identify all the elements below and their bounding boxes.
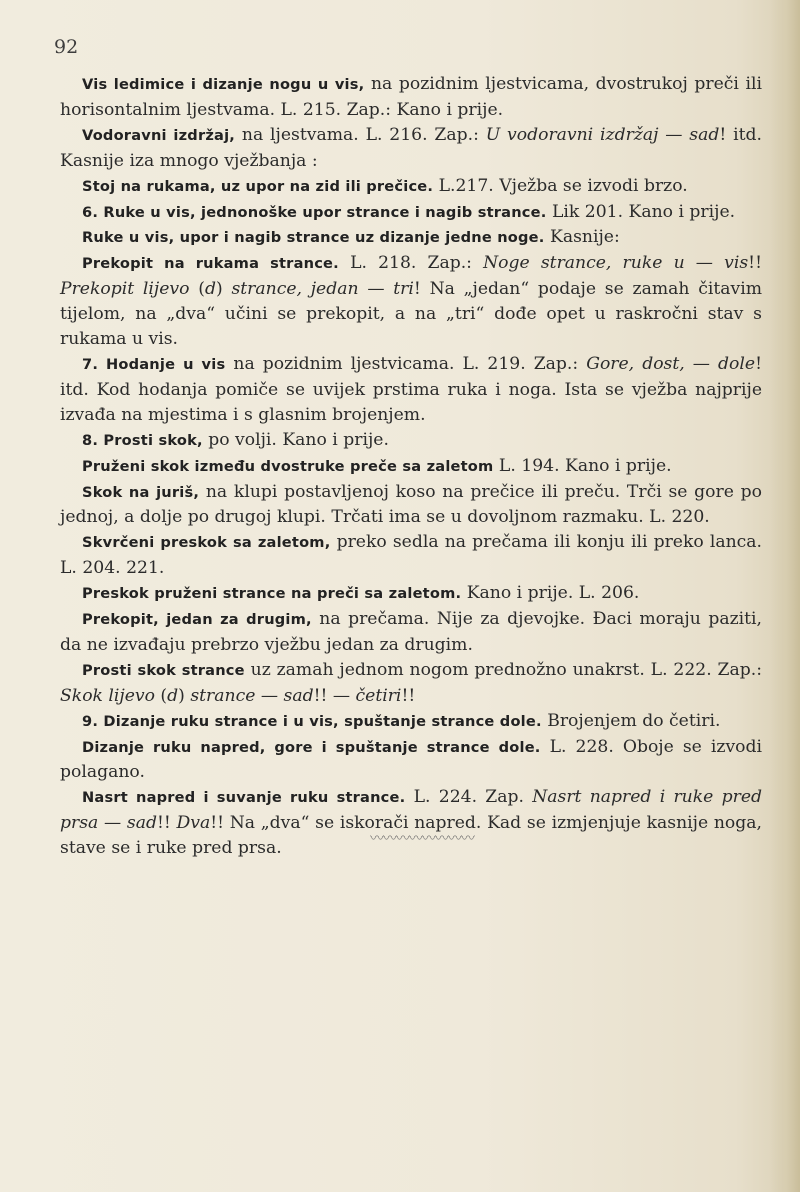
- exercise-heading: Stoj na rukama, uz upor na zid ili prečice.: [82, 177, 434, 195]
- exercise-heading: Vis ledimice i dizanje nogu u vis,: [82, 76, 365, 93]
- paragraph-prekopit-jedan-za-drugim: [60, 607, 762, 658]
- paragraph-text: na pozidnim ljestvicama. L. 219. Zap.:: [225, 353, 587, 374]
- paragraph-text: na klupi postavljenoj koso na prečice ili preču. Trči se gore po jednoj, a dolje po drugoj klupi. Trčati ima se u dovoljnom razmaku. L. 220.: [60, 481, 762, 528]
- paragraph-text: !!: [748, 253, 762, 274]
- paragraph-nasrt-napred: [60, 785, 762, 861]
- paragraph-text: (: [154, 685, 168, 706]
- command-text: Gore, dost, — dole: [586, 353, 756, 374]
- paragraph-text: L. 218. Zap.:: [338, 253, 484, 274]
- command-text: d: [204, 279, 216, 300]
- page-number: 92: [54, 36, 79, 58]
- paragraph-text: Kasnije:: [544, 227, 620, 248]
- paragraph-6-ruke-u-vis: [60, 200, 762, 226]
- exercise-heading: Dizanje ruku napred, gore i spuštanje strance dole.: [82, 738, 541, 756]
- exercise-heading: 8. Prosti skok,: [82, 431, 203, 449]
- command-text: d: [167, 685, 179, 706]
- paragraph-prekopit-na-rukama: [60, 251, 762, 352]
- paragraph-text: L. 194. Kano i prije.: [493, 455, 672, 476]
- paragraph-text: ! itd. Kasnije iza mnogo vježbanja :: [60, 124, 762, 171]
- paragraph-text: uz zamah jednom nogom prednožno unakrst. L. 222. Zap.:: [244, 659, 762, 680]
- page-edge-shadow: [770, 0, 800, 1192]
- command-text: četiri: [355, 685, 402, 706]
- exercise-heading: 7. Hodanje u vis: [82, 355, 226, 373]
- paragraph-vis-ledimice: [60, 72, 762, 123]
- paragraph-text: !! —: [313, 685, 356, 706]
- paragraph-preskok-pruzeni: [60, 581, 762, 607]
- exercise-heading: Prekopit, jedan za drugim,: [82, 611, 312, 629]
- paragraph-text: !!: [156, 813, 177, 834]
- exercise-heading: Preskok pruženi strance na preči sa zaletom.: [82, 585, 462, 603]
- command-text: strance — sad: [190, 685, 314, 706]
- paragraph-text: na prečama. Nije za djevojke. Đaci moraju paziti, da ne izvađaju prebrzo vježbu jedan za drugim.: [60, 609, 762, 655]
- paragraph-prosti-skok-strance: [60, 658, 762, 709]
- paragraph-text: na pozidnim ljestvicama, dvostrukoj preči ili horisontalnim ljestvama. L. 215. Zap.: Kano i prije.: [60, 74, 762, 120]
- paragraph-9-dizanje-ruku: [60, 709, 762, 735]
- paragraph-dizanje-ruku-napred: [60, 735, 762, 786]
- paragraph-text: ): [178, 685, 191, 706]
- paragraph-dizanje-jedne-noge: [60, 225, 762, 251]
- exercise-heading: Nasrt napred i suvanje ruku strance.: [82, 789, 406, 807]
- paragraph-skok-na-juris: [60, 480, 762, 531]
- paragraph-vodoravni-izdrzaj: [60, 123, 762, 174]
- paragraph-text: Lik 201. Kano i prije.: [546, 201, 736, 222]
- exercise-heading: 6. Ruke u vis, jednonoške upor strance i nagib strance.: [82, 203, 547, 221]
- paragraph-text: !!: [401, 685, 416, 706]
- command-text: Skok lijevo: [60, 685, 155, 706]
- exercise-heading: Prosti skok strance: [82, 661, 245, 679]
- paragraph-pruzeni-skok: [60, 454, 762, 480]
- end-ornament: 〰〰〰〰〰〰〰〰: [370, 831, 474, 847]
- paragraph-text: preko sedla na prečama ili konju ili preko lanca. L. 204. 221.: [60, 532, 763, 579]
- command-text: Prekopit lijevo: [60, 279, 190, 300]
- paragraph-text: L.217. Vježba se izvodi brzo.: [433, 175, 688, 196]
- command-text: Nasrt napred i ruke pred prsa — sad: [60, 787, 762, 834]
- paragraph-text: L. 228. Oboje se izvodi polagano.: [60, 736, 762, 783]
- paragraph-text: ! Na „jedan“ podaje se zamah čitavim tijelom, na „dva“ učini se prekopit, a na „tri“ dođe opet u raskročni stav s rukama u vis.: [60, 279, 763, 350]
- exercise-heading: Pruženi skok između dvostruke preče sa zaletom: [82, 457, 494, 475]
- paragraph-stoj-na-rukama: [60, 174, 762, 200]
- command-text: Dva: [176, 813, 211, 834]
- body-text: [60, 72, 762, 861]
- exercise-heading: Prekopit na rukama strance.: [82, 255, 339, 273]
- paragraph-text: po volji. Kano i prije.: [202, 429, 389, 450]
- exercise-heading: Skok na juriš,: [82, 483, 200, 501]
- paragraph-text: na ljestvama. L. 216. Zap.:: [235, 124, 486, 145]
- paragraph-text: ): [215, 279, 232, 300]
- paragraph-7-hodanje: [60, 352, 762, 428]
- paragraph-text: (: [189, 279, 205, 300]
- exercise-heading: Skvrčeni preskok sa zaletom,: [82, 534, 331, 552]
- paragraph-text: ! itd. Kod hodanja pomiče se uvijek prstima ruka i noga. Ista se vježba najprije izvađa na mjestima i s glasnim brojenjem.: [60, 353, 762, 425]
- command-text: U vodoravni izdržaj — sad: [485, 124, 720, 145]
- command-text: strance, jedan — tri: [231, 279, 414, 300]
- exercise-heading: Vodoravni izdržaj,: [82, 126, 236, 144]
- paragraph-skvrceni-preskok: [60, 530, 762, 581]
- paragraph-text: !! Na „dva“ se iskorači napred. Kad se izmjenjuje kasnije noga, stave se i ruke pred prsa.: [60, 813, 762, 859]
- paragraph-text: Kano i prije. L. 206.: [461, 583, 640, 604]
- command-text: Noge strance, ruke u — vis: [483, 253, 749, 274]
- exercise-heading: 9. Dizanje ruku strance i u vis, spuštanje strance dole.: [82, 712, 542, 730]
- exercise-heading: Ruke u vis, upor i nagib strance uz dizanje jedne noge.: [82, 229, 545, 247]
- paragraph-8-prosti-skok: [60, 428, 762, 454]
- paragraph-text: Brojenjem do četiri.: [541, 710, 721, 731]
- paragraph-text: L. 224. Zap.: [405, 787, 533, 808]
